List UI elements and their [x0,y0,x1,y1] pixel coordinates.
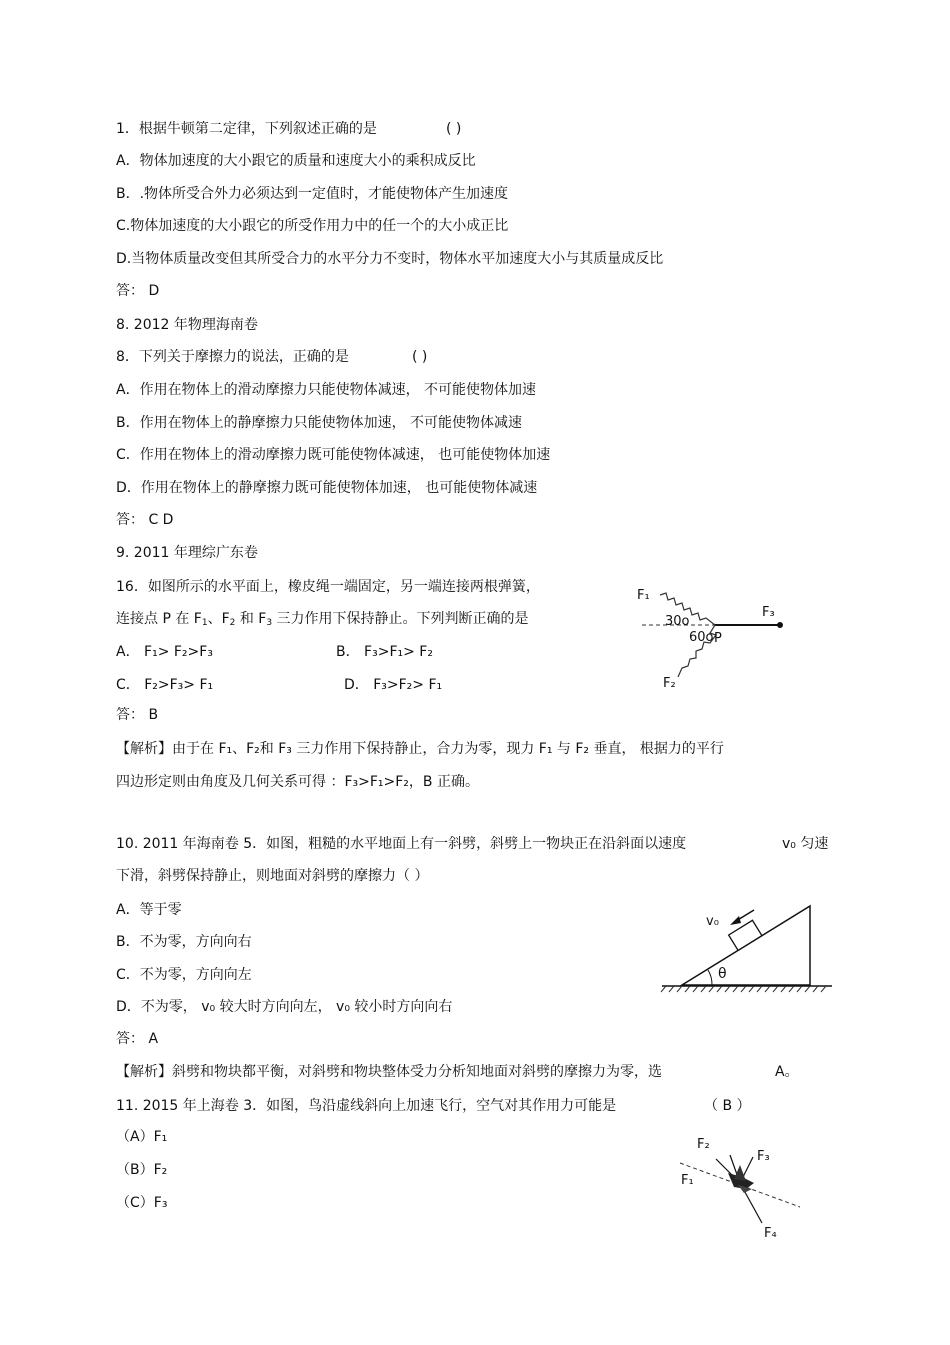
q9-fig-f3-label: F₃ [762,605,775,620]
q8-stem: 8．下列关于摩擦力的说法，正确的是 [116,349,349,365]
q9-source: 9. 2011 年理综广东卷 [116,545,258,561]
q11-option-a: （A）F₁ [116,1129,168,1145]
q1-option-a: A．物体加速度的大小跟它的质量和速度大小的乘积成反比 [116,153,476,169]
q10-wedge-diagram [660,900,840,1000]
q9-stem-line2: 连接点 P 在 $F_1$、$F_2$ 和 $F_3$ 三力作用下保持静止。下列判断正确的是 [116,611,529,628]
q8-option-c: C．作用在物体上的滑动摩擦力既可能使物体减速， 也可能使物体加速 [116,447,551,463]
q10-option-c: C．不为零，方向向左 [116,967,252,983]
q10-answer: 答： A [116,1031,159,1047]
q11-paren: （ B ） [704,1098,751,1114]
q8-option-b: B．作用在物体上的静摩擦力只能使物体加速， 不可能使物体减速 [116,415,523,431]
q8-option-a: A．作用在物体上的滑动摩擦力只能使物体减速， 不可能使物体加速 [116,382,537,398]
q9-explanation-line1: 【解析】由于在 F₁、F₂和 F₃ 三力作用下保持静止，合力为零，现力 F₁ 与 F₂ 垂直， 根据力的平行 [116,741,724,757]
q10-fig-angle-label: θ [718,966,727,982]
q11-option-c: （C）F₃ [116,1195,168,1211]
q9-option-a: A． F₁> F₂>F₃ [116,644,213,660]
q9-explanation-line2: 四边形定则由角度及几何关系可得 ：F₃>F₁>F₂，B 正确。 [116,774,479,790]
q9-answer: 答： B [116,707,159,723]
q9-stem-line1: 16．如图所示的水平面上，橡皮绳一端固定，另一端连接两根弹簧， [116,579,540,595]
q10-explanation-end: A。 [775,1064,799,1080]
q9-option-b: B． F₃>F₁> F₂ [336,644,433,660]
q8-option-d: D．作用在物体上的静摩擦力既可能使物体加速， 也可能使物体减速 [116,480,538,496]
q11-fig-f1-label: F₁ [681,1173,694,1188]
q8-answer: 答： C D [116,512,174,528]
q9-fig-angle60-label: 60o [689,630,714,645]
q1-paren: ( ) [446,121,462,137]
q10-option-a: A．等于零 [116,902,182,918]
q11-fig-f2-label: F₂ [697,1137,710,1152]
q9-fig-angle30-label: 30o [665,614,690,629]
q10-stem-velocity: v₀ 匀速 [782,836,829,852]
q11-stem: 11. 2015 年上海卷 3．如图，鸟沿虚线斜向上加速飞行，空气对其作用力可能是 [116,1098,617,1114]
q11-fig-f3-label: F₃ [757,1149,770,1164]
q9-force-diagram [630,585,830,695]
q8-paren: ( ) [412,349,428,365]
q9-option-d: D． F₃>F₂> F₁ [344,677,443,693]
q1-option-b: B．.物体所受合外力必须达到一定值时，才能使物体产生加速度 [116,186,509,202]
q8-source: 8. 2012 年物理海南卷 [116,317,258,333]
q1-option-d: D.当物体质量改变但其所受合力的水平分力不变时，物体水平加速度大小与其质量成反比 [116,251,664,267]
q10-option-b: B．不为零，方向向右 [116,934,252,950]
q1-stem: 1．根据牛顿第二定律，下列叙述正确的是 [116,121,377,137]
q10-fig-velocity-label: v₀ [706,914,719,929]
q9-fig-p-label: P [714,631,722,646]
q10-stem-line2: 下滑，斜劈保持静止，则地面对斜劈的摩擦力（ ） [116,868,429,884]
q10-explanation: 【解析】斜劈和物块都平衡，对斜劈和物块整体受力分析知地面对斜劈的摩擦力为零，选 [116,1064,662,1080]
q11-fig-f4-label: F₄ [764,1226,777,1241]
q11-option-b: （B）F₂ [116,1162,168,1178]
q1-answer: 答： D [116,283,160,299]
q1-option-c: C.物体加速度的大小跟它的所受作用力中的任一个的大小成正比 [116,218,509,234]
q10-option-d: D．不为零， v₀ 较大时方向向左， v₀ 较小时方向向右 [116,999,453,1015]
q11-bird-diagram [670,1135,830,1245]
q9-option-c: C． F₂>F₃> F₁ [116,677,214,693]
q9-fig-f1-label: F₁ [637,588,650,603]
q9-fig-f2-label: F₂ [663,676,676,691]
q10-stem-line1: 10. 2011 年海南卷 5．如图，粗糙的水平地面上有一斜劈，斜劈上一物块正在沿斜面以速度 [116,836,687,852]
